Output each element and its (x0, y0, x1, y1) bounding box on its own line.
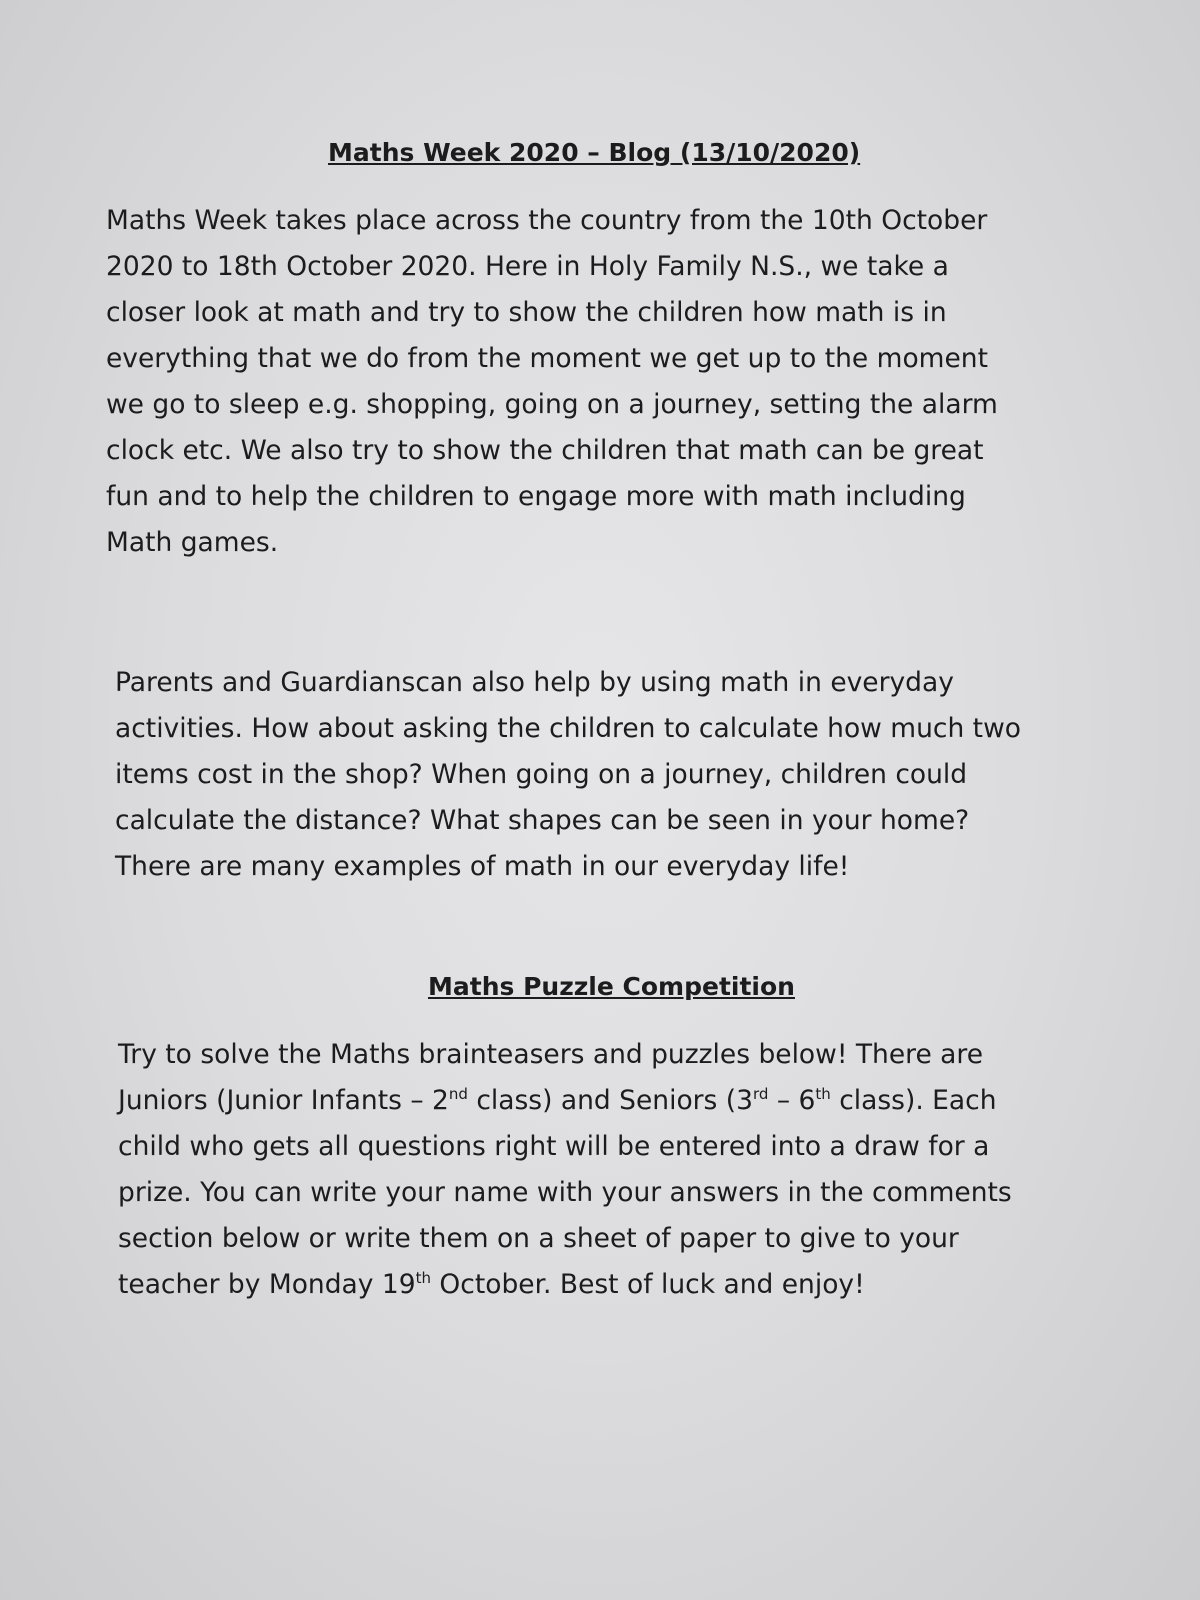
page-title: Maths Week 2020 – Blog (13/10/2020) (328, 138, 861, 167)
superscript: nd (448, 1085, 468, 1104)
text-line: calculate the distance? What shapes can be seen in your home? (115, 805, 970, 836)
text-line: Parents and Guardianscan also help by using math in everyday (115, 667, 954, 698)
text-line: prize. You can write your name with your answers in the comments (118, 1177, 1012, 1208)
text: teacher by Monday 19 (118, 1269, 416, 1300)
text-line: Math games. (106, 527, 279, 558)
text-line: section below or write them on a sheet of paper to give to your (118, 1223, 959, 1254)
text-line: closer look at math and try to show the children how math is in (106, 297, 947, 328)
text: class). Each (830, 1085, 997, 1116)
text-line: Maths Week takes place across the country from the 10th October (106, 205, 988, 236)
superscript: rd (752, 1085, 769, 1104)
competition-heading: Maths Puzzle Competition (428, 972, 795, 1001)
text: October. Best of luck and enjoy! (431, 1269, 865, 1300)
text-line: items cost in the shop? When going on a journey, children could (115, 759, 968, 790)
text-line: There are many examples of math in our everyday life! (115, 851, 850, 882)
text-line: clock etc. We also try to show the children that math can be great (106, 435, 984, 466)
parents-paragraph (115, 660, 1021, 890)
text-line: Try to solve the Maths brainteasers and puzzles below! There are (118, 1039, 984, 1070)
superscript: th (415, 1269, 431, 1288)
text: Juniors (Junior Infants – 2 (118, 1085, 449, 1116)
competition-paragraph (118, 1032, 1012, 1308)
superscript: th (815, 1085, 831, 1104)
text-line: child who gets all questions right will be entered into a draw for a (118, 1131, 990, 1162)
text-line: everything that we do from the moment we get up to the moment (106, 343, 988, 374)
intro-paragraph (106, 198, 998, 566)
text-line: activities. How about asking the children to calculate how much two (115, 713, 1021, 744)
text-line (118, 1078, 1012, 1124)
text: class) and Seniors (3 (467, 1085, 753, 1116)
text: – 6 (768, 1085, 816, 1116)
text-line: we go to sleep e.g. shopping, going on a journey, setting the alarm (106, 389, 998, 420)
text-line (118, 1262, 1012, 1308)
text-line: fun and to help the children to engage more with math including (106, 481, 966, 512)
text-line: 2020 to 18th October 2020. Here in Holy Family N.S., we take a (106, 251, 949, 282)
